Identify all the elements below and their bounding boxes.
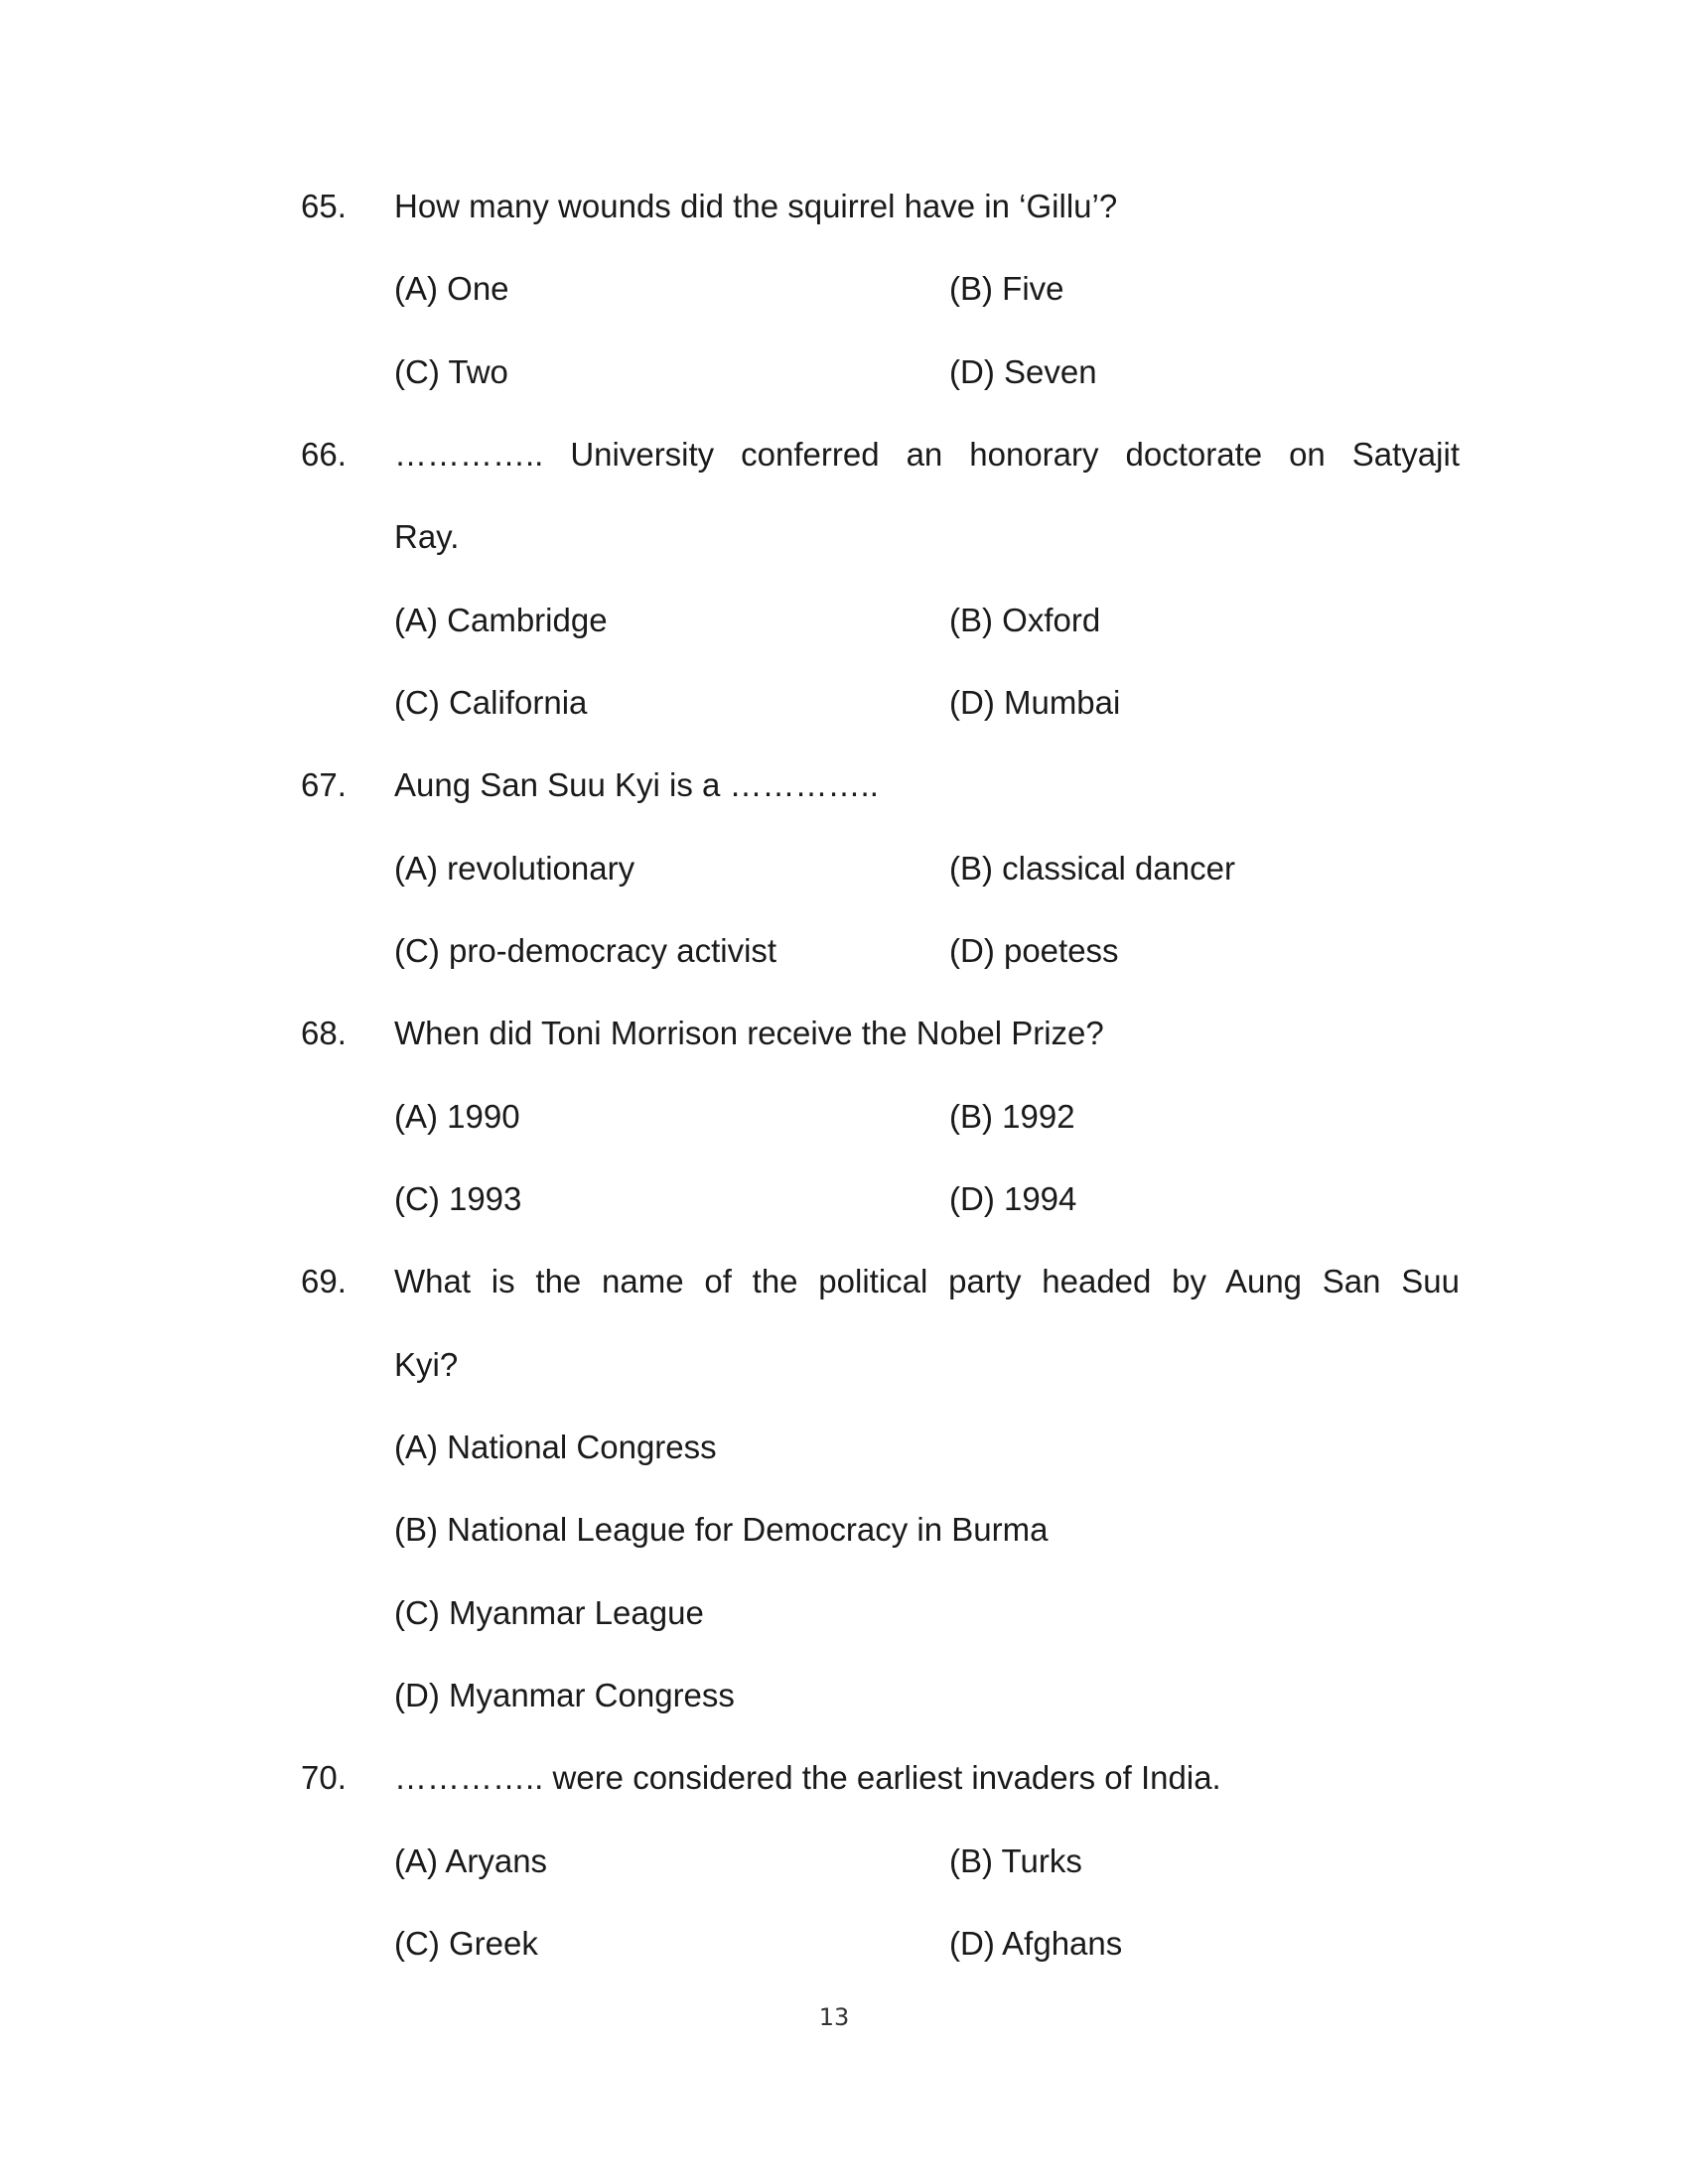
answer-option: (B) Five [949, 270, 1064, 308]
option-row [0, 1158, 1688, 1240]
question-number: 68. [301, 1015, 347, 1052]
question-text: When did Toni Morrison receive the Nobel Prize? [394, 1015, 1104, 1052]
answer-option: (A) Cambridge [394, 601, 608, 638]
page-number: 13 [818, 2003, 850, 2031]
option-row [0, 1902, 1688, 1984]
option-row [0, 661, 1688, 744]
question-number: 67. [301, 766, 347, 804]
answer-option: (D) Mumbai [949, 683, 1121, 721]
option-row [0, 909, 1688, 992]
question-67-line [0, 744, 1688, 826]
answer-option: (A) National Congress [394, 1428, 717, 1465]
option-row [0, 1654, 1688, 1736]
answer-option: (B) classical dancer [949, 849, 1235, 887]
question-text: What is the name of the political party headed by Aung San Suu [394, 1263, 1460, 1300]
question-text: Kyi? [394, 1345, 459, 1383]
question-number: 70. [301, 1759, 347, 1797]
question-66-line [0, 413, 1688, 495]
option-row [0, 579, 1688, 661]
answer-option: (B) Oxford [949, 601, 1101, 638]
option-row [0, 247, 1688, 330]
answer-option: (B) National League for Democracy in Burma [394, 1511, 1049, 1549]
question-text: Aung San Suu Kyi is a ………….. [394, 766, 879, 804]
question-number: 69. [301, 1263, 347, 1300]
answer-option: (A) revolutionary [394, 849, 635, 887]
answer-option: (C) Myanmar League [394, 1593, 704, 1631]
answer-option: (B) Turks [949, 1842, 1082, 1879]
question-number: 65. [301, 188, 347, 224]
answer-option: (B) 1992 [949, 1097, 1075, 1135]
option-row [0, 1571, 1688, 1654]
question-text: ………….. were considered the earliest invaders of India. [394, 1759, 1221, 1797]
option-row [0, 1488, 1688, 1570]
question-69-line [0, 1323, 1688, 1406]
question-69-line [0, 1240, 1688, 1322]
answer-option: (A) 1990 [394, 1097, 520, 1135]
question-number: 66. [301, 435, 347, 473]
option-row [0, 1406, 1688, 1488]
option-row [0, 827, 1688, 909]
option-row [0, 331, 1688, 413]
answer-option: (C) 1993 [394, 1179, 522, 1217]
question-70-line [0, 1736, 1688, 1819]
answer-option: (C) California [394, 683, 588, 721]
question-text: How many wounds did the squirrel have in ‘Gillu’? [394, 188, 1118, 224]
answer-option: (D) Seven [949, 352, 1097, 390]
answer-option: (A) Aryans [394, 1842, 548, 1879]
option-row [0, 1820, 1688, 1902]
answer-option: (C) Two [394, 352, 508, 390]
answer-option: (D) Myanmar Congress [394, 1676, 735, 1713]
question-68-line [0, 992, 1688, 1074]
answer-option: (A) One [394, 270, 509, 308]
option-row [0, 1075, 1688, 1158]
answer-option: (D) 1994 [949, 1179, 1077, 1217]
question-65-line [0, 165, 1688, 247]
answer-option: (D) poetess [949, 931, 1119, 969]
question-text: ………….. University conferred an honorary doctorate on Satyajit [394, 435, 1460, 473]
answer-option: (C) Greek [394, 1924, 538, 1962]
answer-option: (C) pro-democracy activist [394, 931, 777, 969]
answer-option: (D) Afghans [949, 1924, 1123, 1962]
question-66-line [0, 495, 1688, 578]
question-text: Ray. [394, 518, 460, 556]
